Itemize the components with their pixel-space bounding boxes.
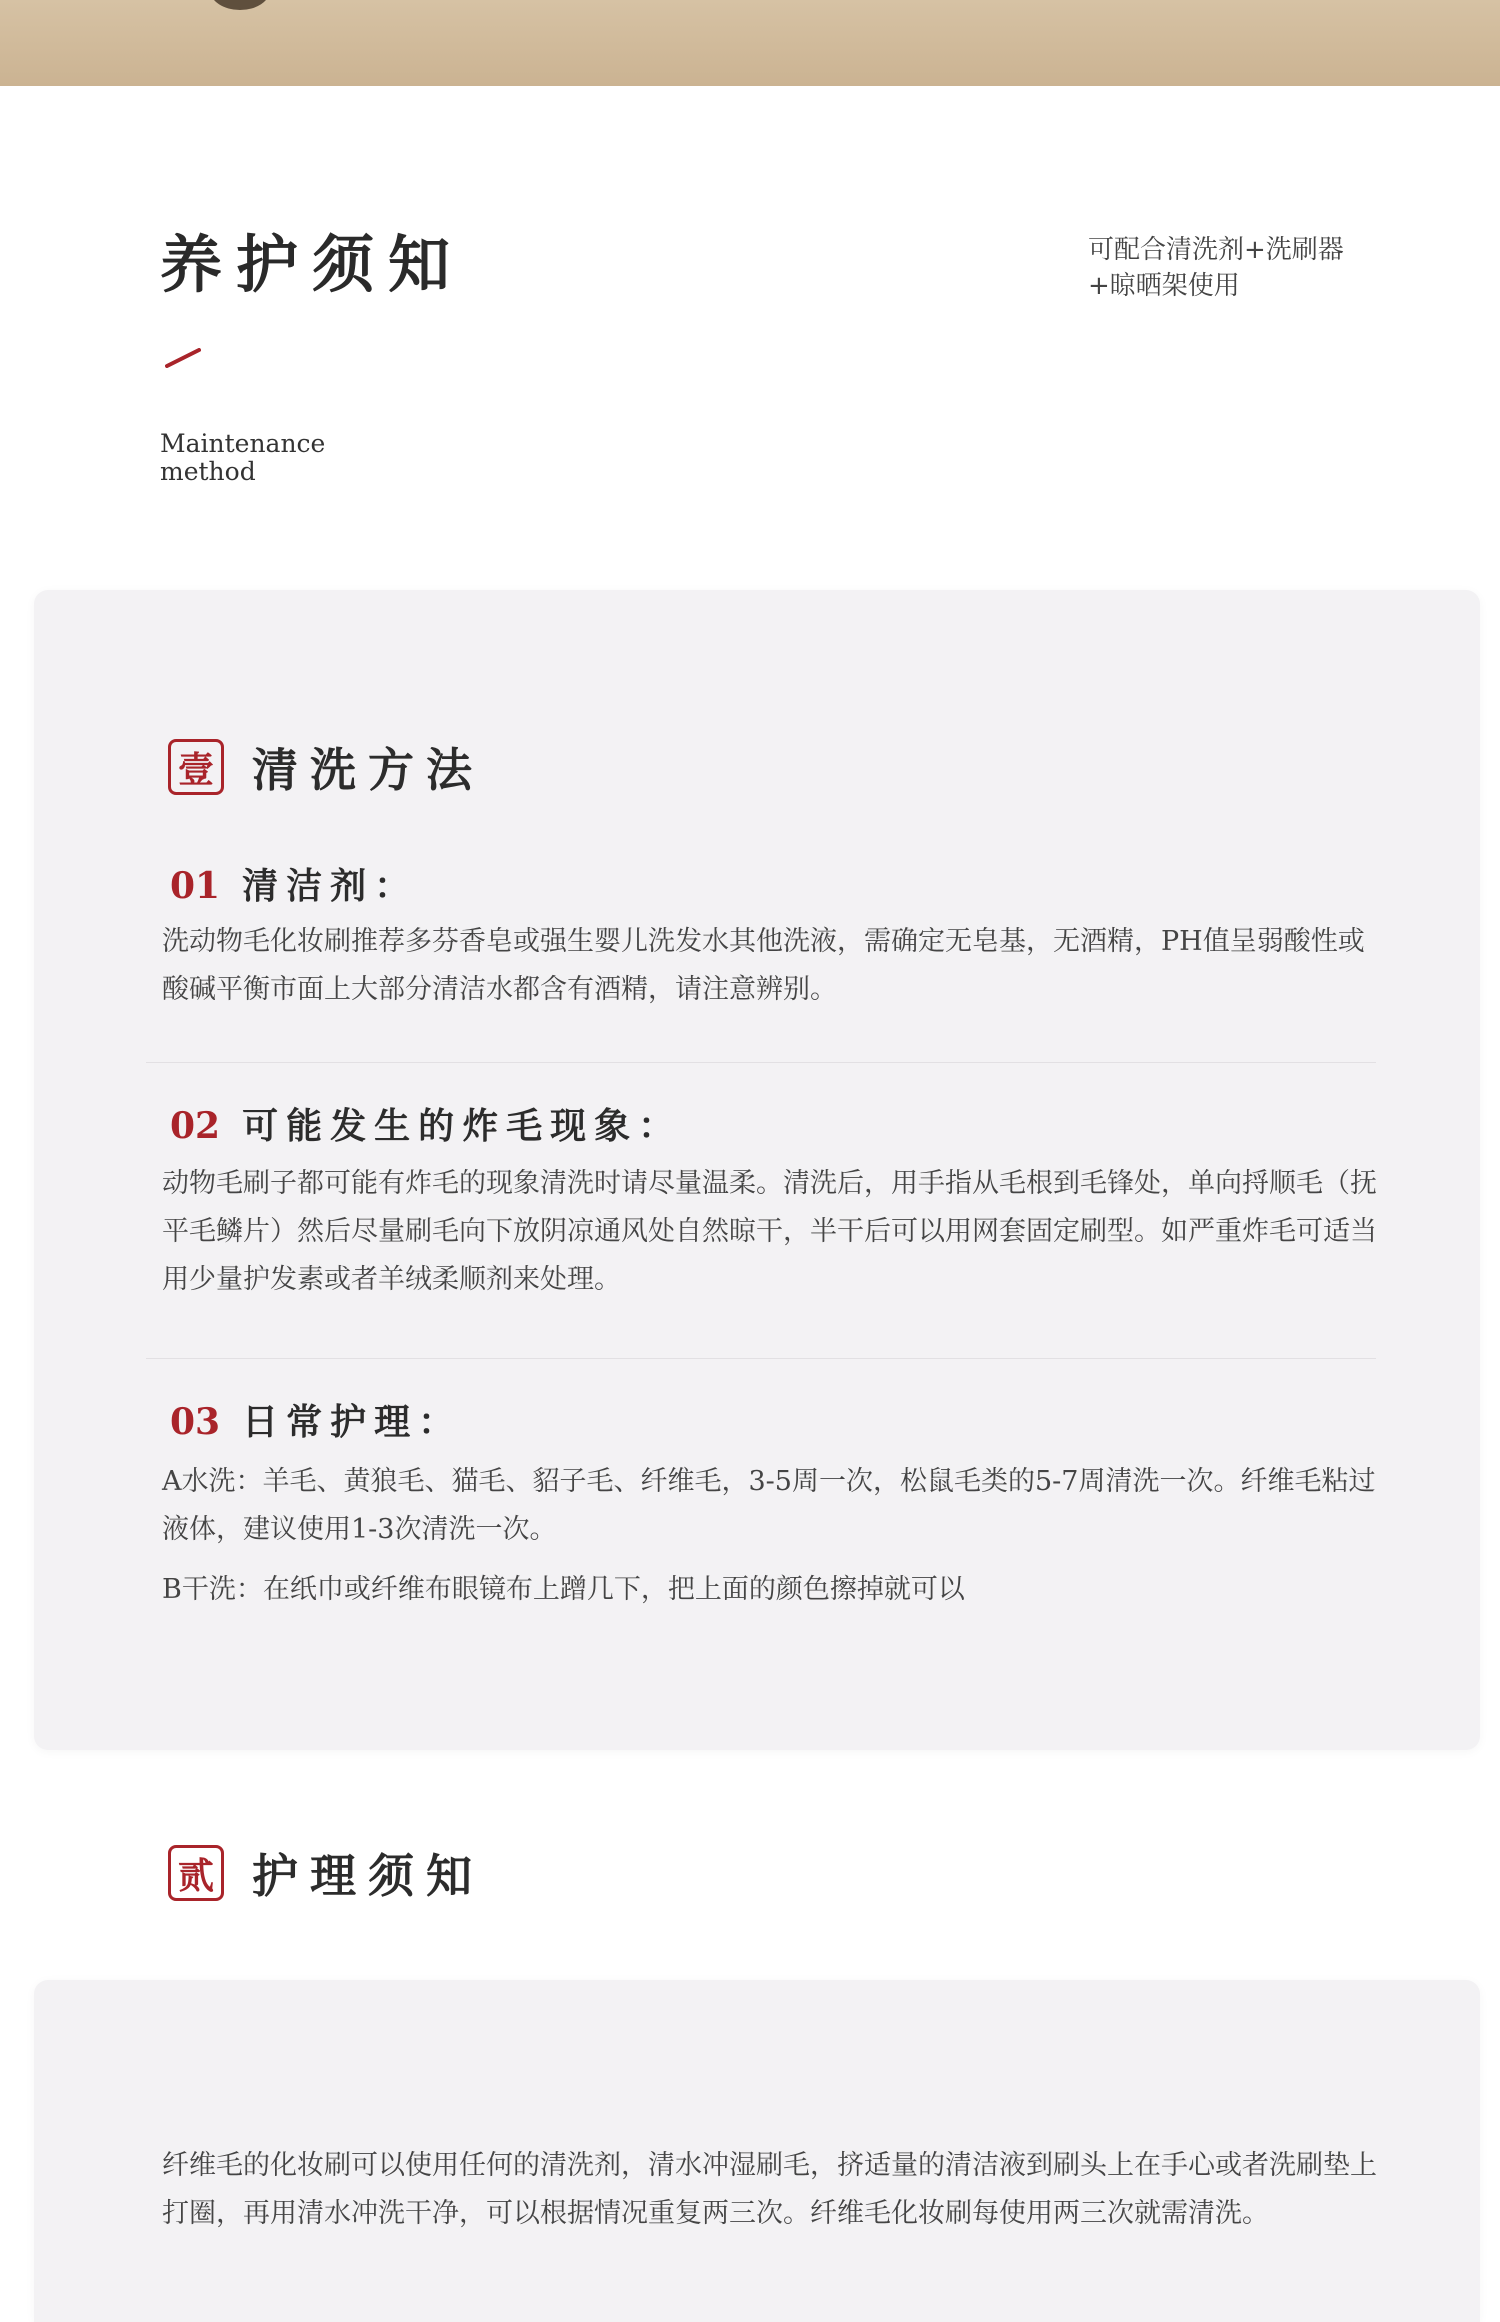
divider <box>146 1358 1376 1359</box>
seal-icon: 贰 <box>168 1845 224 1901</box>
seal-icon: 壹 <box>168 739 224 795</box>
item-text-03a: A水洗：羊毛、黄狼毛、猫毛、貂子毛、纤维毛，3-5周一次，松鼠毛类的5-7周清洗一次。纤维毛粘过液体，建议使用1-3次清洗一次。 <box>162 1466 1376 1545</box>
item-text-02: 动物毛刷子都可能有炸毛的现象清洗时请尽量温柔。清洗后，用手指从毛根到毛锋处，单向捋顺毛（抚平毛鳞片）然后尽量刷毛向下放阴凉通风处自然晾干，半干后可以用网套固定刷型。如严重炸毛可适当用少量护发素或者羊绒柔顺剂来处理。 <box>162 1168 1377 1295</box>
red-slash-decoration <box>165 348 201 368</box>
header-note: 可配合清洗剂+洗刷器+晾晒架使用 <box>1088 235 1344 301</box>
section-heading-cleaning <box>168 734 484 800</box>
top-photo-band <box>0 0 1500 86</box>
page-subtitle-en: Maintenance method <box>160 429 326 486</box>
divider <box>146 1062 1376 1063</box>
item-heading-02 <box>170 1098 682 1149</box>
section-heading-care <box>168 1840 484 1906</box>
item-number: 03 <box>170 1401 221 1443</box>
item-number: 02 <box>170 1105 221 1147</box>
section-title: 清洗方法 <box>252 743 484 797</box>
section-title: 护理须知 <box>252 1849 484 1903</box>
brush-handle-decoration <box>210 0 270 10</box>
care-text: 纤维毛的化妆刷可以使用任何的清洗剂，清水冲湿刷毛，挤适量的清洁液到刷头上在手心或者洗刷垫上打圈，再用清水冲洗干净，可以根据情况重复两三次。纤维毛化妆刷每使用两三次就需清洗。 <box>162 2150 1377 2229</box>
item-title: 日常护理： <box>242 1401 463 1443</box>
item-number: 01 <box>170 865 221 907</box>
item-text-01: 洗动物毛化妆刷推荐多芬香皂或强生婴儿洗发水其他洗液，需确定无皂基，无酒精，PH值呈弱酸性或酸碱平衡市面上大部分清洁水都含有酒精，请注意辨别。 <box>162 926 1365 1005</box>
item-heading-03 <box>170 1394 462 1445</box>
item-text-03b: B干洗：在纸巾或纤维布眼镜布上蹭几下，把上面的颜色擦掉就可以 <box>162 1574 965 1605</box>
item-title: 清洁剂： <box>242 865 419 907</box>
item-title: 可能发生的炸毛现象： <box>242 1105 683 1147</box>
item-heading-01 <box>170 858 418 909</box>
page-title: 养护须知 <box>160 228 465 301</box>
